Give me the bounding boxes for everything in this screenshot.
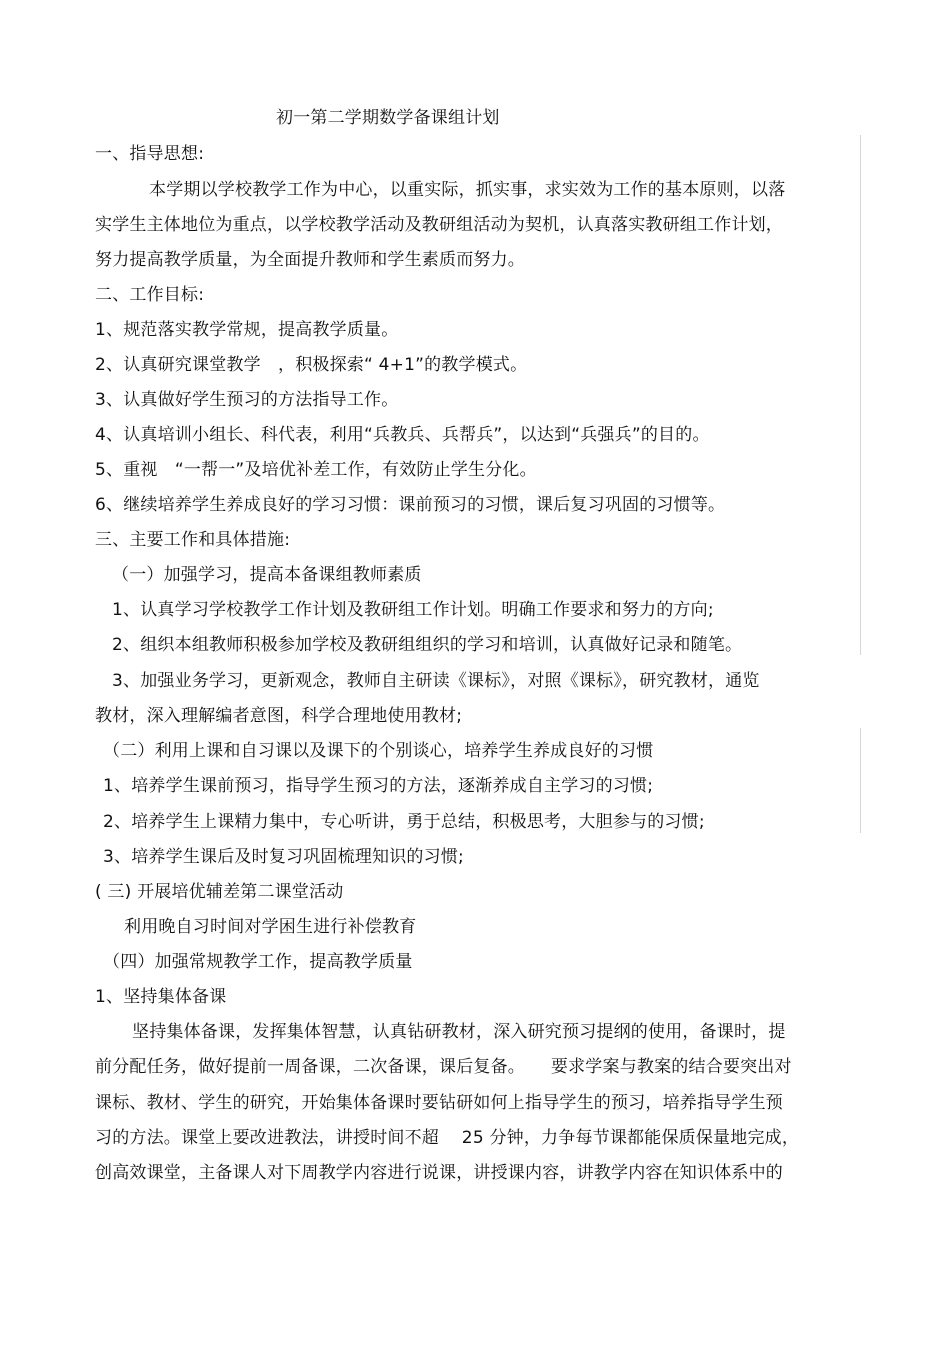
measure-item: 1、坚持集体备课 — [95, 987, 227, 1007]
goal-item: 2、认真研究课堂教学 ，积极探索“ 4+1”的教学模式。 — [95, 355, 528, 375]
paragraph-line: 利用晚自习时间对学困生进行补偿教育 — [124, 917, 417, 937]
subsection-heading: （二）利用上课和自习课以及课下的个别谈心，培养学生养成良好的习惯 — [103, 741, 654, 761]
subsection-heading: （四）加强常规教学工作，提高教学质量 — [103, 952, 413, 972]
measure-item: 1、培养学生课前预习，指导学生预习的方法，逐渐养成自主学习的习惯; — [103, 776, 654, 796]
goal-item: 5、重视 “一帮一”及培优补差工作，有效防止学生分化。 — [95, 460, 537, 480]
subsection-heading: ( 三) 开展培优辅差第二课堂活动 — [95, 882, 344, 902]
subsection-heading: （一）加强学习，提高本备课组教师素质 — [112, 565, 422, 585]
margin-rule — [860, 728, 861, 833]
document-title: 初一第二学期数学备课组计划 — [276, 108, 500, 128]
measure-item: 2、培养学生上课精力集中，专心听讲，勇于总结，积极思考，大胆参与的习惯; — [103, 812, 705, 832]
goal-item: 1、规范落实教学常规，提高教学质量。 — [95, 320, 399, 340]
margin-rule — [860, 135, 861, 655]
paragraph-line: 教材，深入理解编者意图，科学合理地使用教材; — [95, 706, 463, 726]
measure-item: 1、认真学习学校教学工作计划及教研组工作计划。明确工作要求和努力的方向; — [112, 600, 714, 620]
paragraph-line: 坚持集体备课，发挥集体智慧，认真钻研教材，深入研究预习提纲的使用，备课时，提 — [132, 1022, 786, 1042]
paragraph-line: 本学期以学校教学工作为中心，以重实际，抓实事，求实效为工作的基本原则，以落 — [149, 180, 786, 200]
paragraph-line: 前分配任务，做好提前一周备课，二次备课，课后复备。 要求学案与教案的结合要突出对 — [95, 1057, 792, 1077]
section-heading-work-goals: 二、工作目标: — [95, 285, 205, 305]
section-heading-guiding-ideology: 一、指导思想: — [95, 144, 205, 164]
measure-item: 3、培养学生课后及时复习巩固梳理知识的习惯; — [103, 847, 464, 867]
section-heading-main-work: 三、主要工作和具体措施: — [95, 530, 291, 550]
goal-item: 3、认真做好学生预习的方法指导工作。 — [95, 390, 399, 410]
paragraph-line: 努力提高教学质量，为全面提升教师和学生素质而努力。 — [95, 250, 525, 270]
paragraph-line: 实学生主体地位为重点，以学校教学活动及教研组活动为契机，认真落实教研组工作计划， — [95, 215, 783, 235]
paragraph-line: 习的方法。课堂上要改进教法，讲授时间不超 25 分钟，力争每节课都能保质保量地完成， — [95, 1128, 800, 1148]
goal-item: 6、继续培养学生养成良好的学习习惯：课前预习的习惯，课后复习巩固的习惯等。 — [95, 495, 726, 515]
paragraph-line: 课标、教材、学生的研究，开始集体备课时要钻研如何上指导学生的预习，培养指导学生预 — [95, 1093, 783, 1113]
measure-item: 3、加强业务学习，更新观念，教师自主研读《课标》，对照《课标》，研究教材，通览 — [112, 671, 760, 691]
goal-item: 4、认真培训小组长、科代表，利用“兵教兵、兵帮兵”，以达到“兵强兵”的目的。 — [95, 425, 710, 445]
measure-item: 2、组织本组教师积极参加学校及教研组组织的学习和培训，认真做好记录和随笔。 — [112, 635, 743, 655]
paragraph-line: 创高效课堂，主备课人对下周教学内容进行说课，讲授课内容，讲教学内容在知识体系中的 — [95, 1163, 783, 1183]
